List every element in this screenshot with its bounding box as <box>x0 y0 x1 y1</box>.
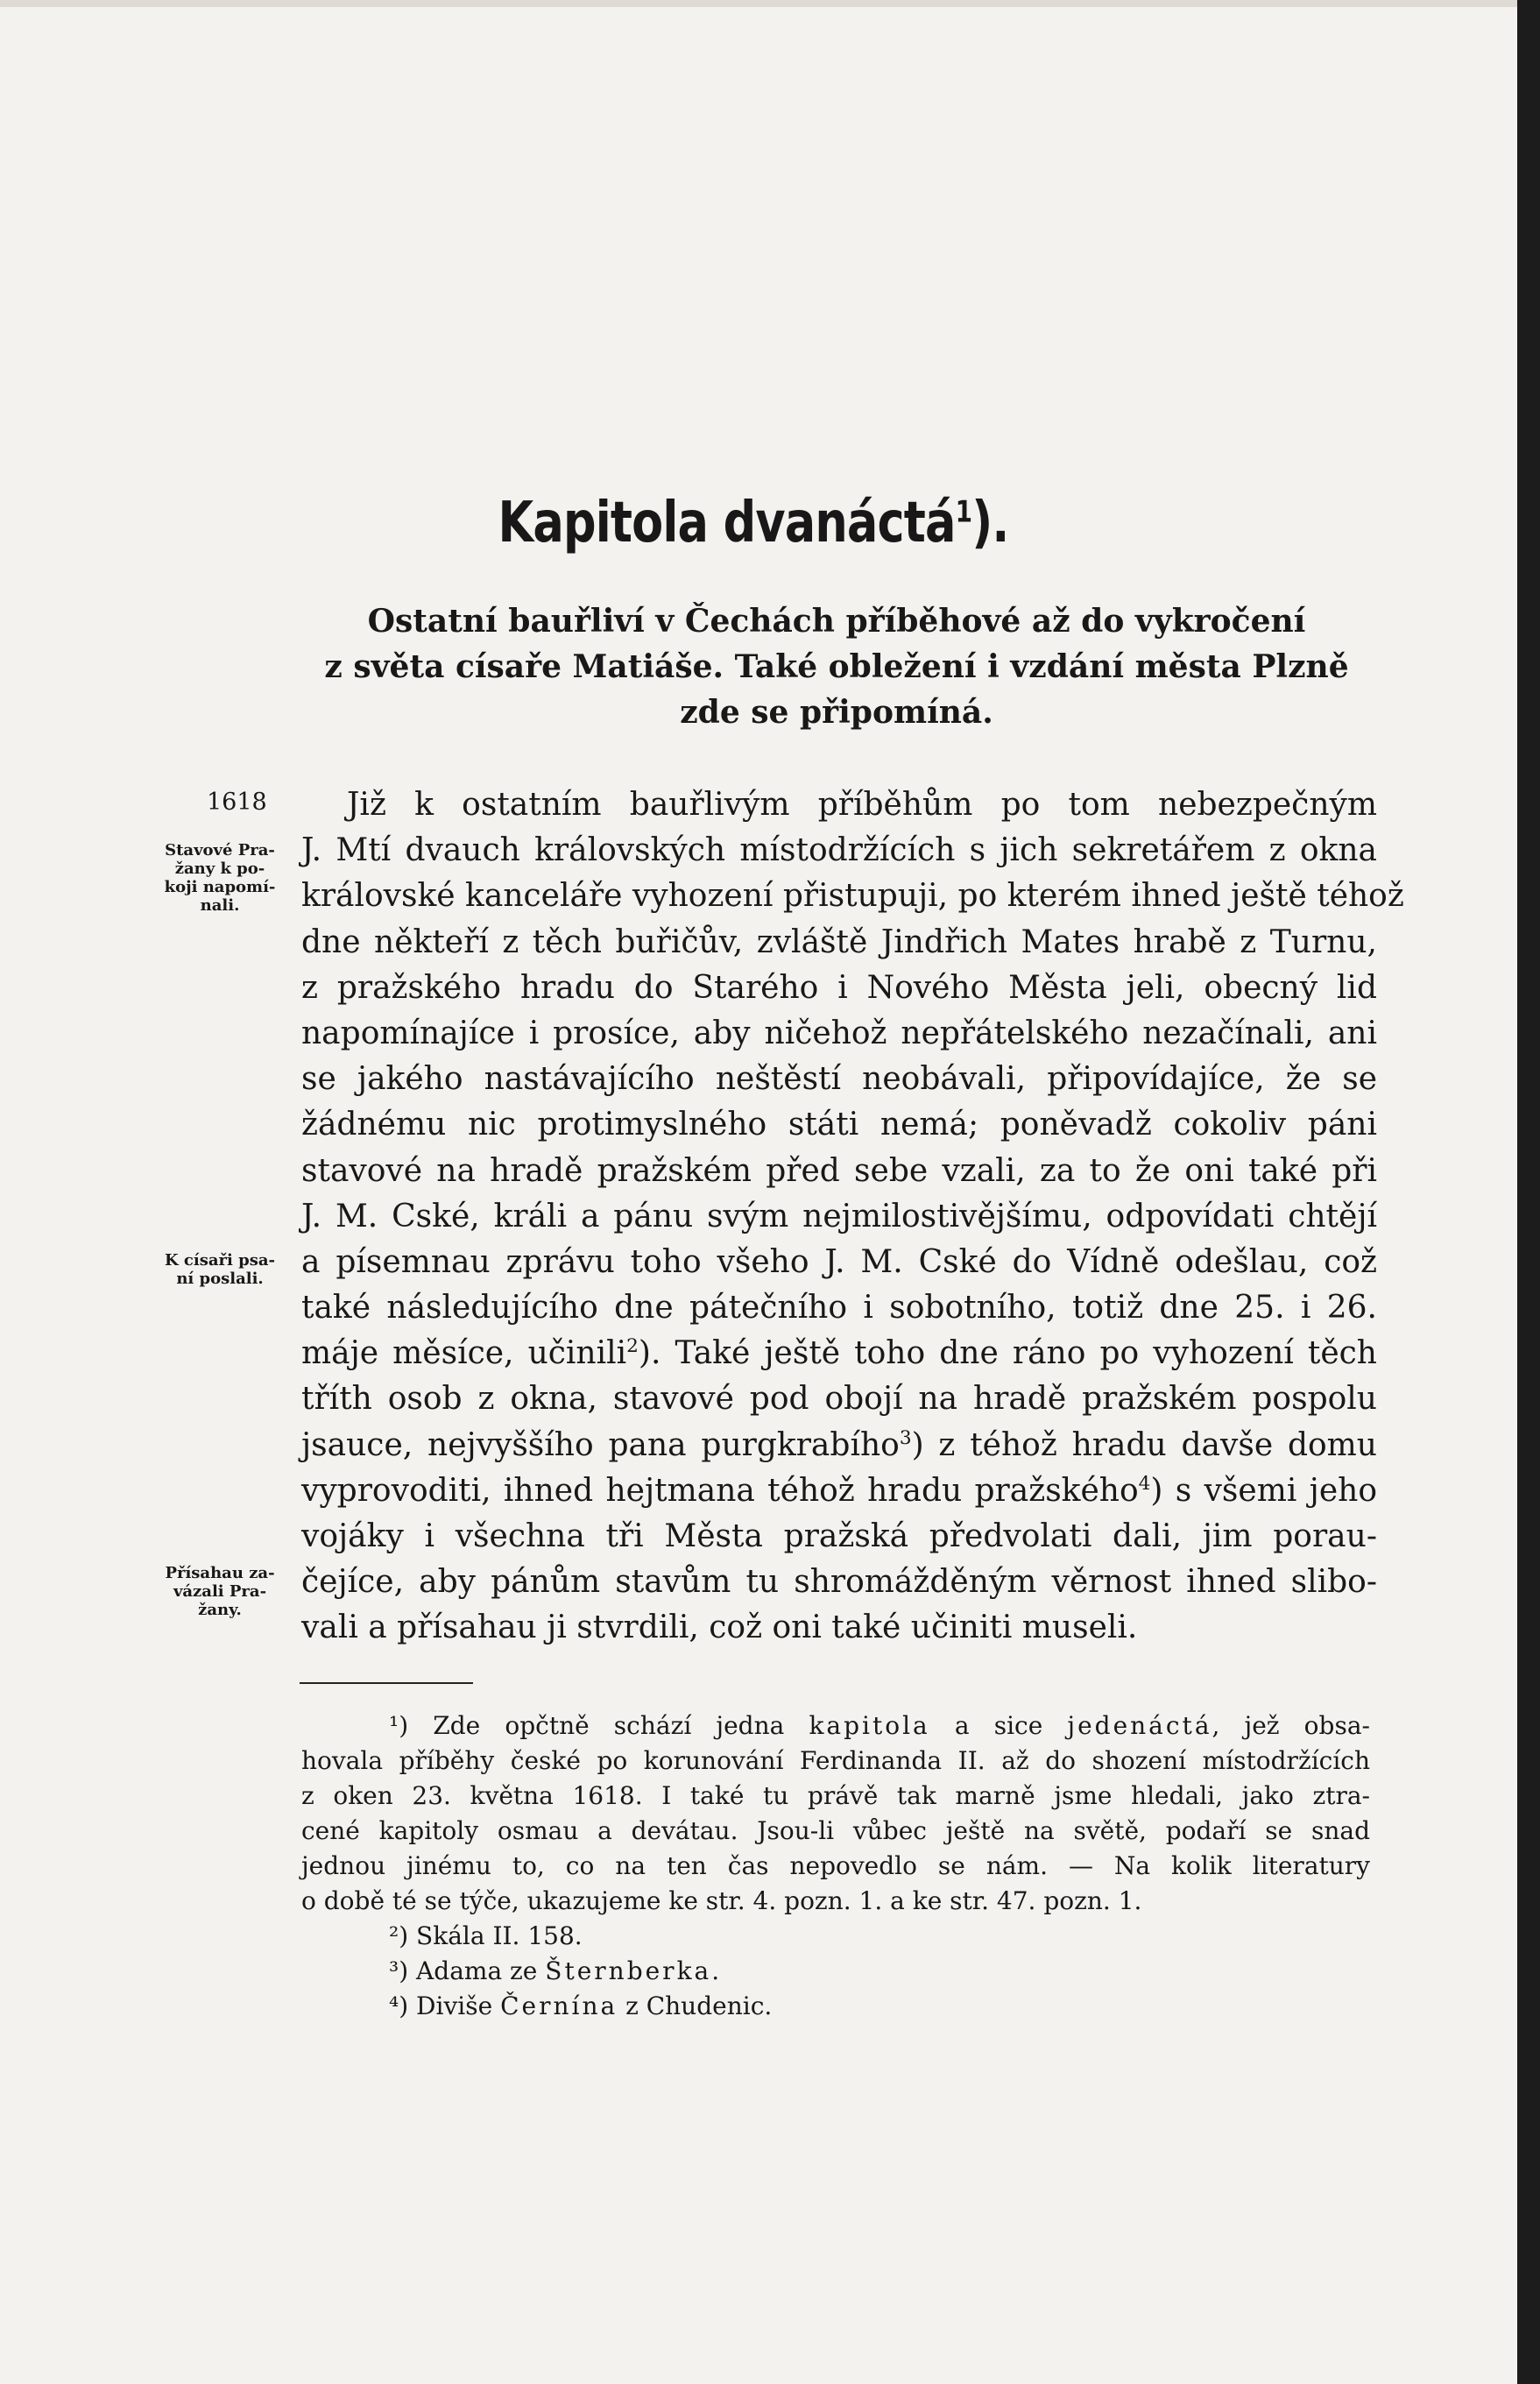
body-line: vojáky i všechna tři Města pražská předvolati dali, jim porau- <box>301 1518 1377 1554</box>
footnote-emphasis: Černína <box>500 1991 618 2020</box>
footnote-text: ⁴) Diviše <box>389 1991 501 2020</box>
body-line: také následujícího dne pátečního i sobotního, totiž dne 25. i 26. <box>301 1290 1377 1326</box>
footnote-divider <box>300 1682 473 1684</box>
footnote-text: . <box>711 1956 720 1985</box>
footnote-2: ²) Skála II. 158. <box>389 1921 583 1950</box>
body-line: J. M. Cské, králi a pánu svým nejmilostivějšímu, odpovídati chtějí <box>301 1198 1377 1234</box>
chapter-title-note-ref: 1 <box>955 494 972 530</box>
margin-note-oath <box>154 1564 286 1619</box>
body-line: a písemnau zprávu toho všeho J. M. Cské do Vídně odešlau, což <box>301 1243 1377 1280</box>
body-line <box>301 1331 1377 1376</box>
body-line: čejíce, aby pánům stavům tu shromážděným věrnost ihned slibo- <box>301 1564 1377 1601</box>
footnote-1-line: o době té se týče, ukazujeme ke str. 4. pozn. 1. a ke str. 47. pozn. 1. <box>301 1886 1142 1915</box>
footnote-text: , jež obsa- <box>1212 1711 1370 1740</box>
body-line: napomínajíce i prosíce, aby ničehož nepřátelského nezačínali, ani <box>301 1015 1377 1051</box>
footnote-3 <box>301 1954 1370 1989</box>
body-line: královské kanceláře vyhození přistupuji, po kterém ihned ještě téhož <box>301 878 1404 915</box>
body-line: Již k ostatním bauřlivým příběhům po tom nebezpečným <box>347 787 1377 823</box>
chapter-summary <box>298 598 1375 735</box>
margin-year: 1618 <box>207 789 267 816</box>
footnote-emphasis: Šternberka <box>545 1956 712 1985</box>
footnote-emphasis: kapitola <box>809 1711 930 1740</box>
footnote-1-line: z oken 23. května 1618. I také tu právě tak marně jsme hledali, jako ztra- <box>301 1781 1370 1810</box>
margin-note-line: žany. <box>198 1601 242 1619</box>
body-line <box>301 1468 1377 1514</box>
body-line: se jakého nastávajícího neštěstí neobávali, připovídajíce, že se <box>301 1061 1377 1098</box>
body-line-part: ) s všemi jeho <box>1150 1472 1377 1509</box>
chapter-title-closing: ). <box>971 491 1009 555</box>
margin-note-line: žany k po- <box>174 860 265 878</box>
summary-line: zde se připomíná. <box>680 694 993 731</box>
body-line-part: ) z téhož hradu davše domu <box>911 1426 1377 1463</box>
footnote-text: ¹) Zde opčtně schází jedna <box>389 1711 809 1740</box>
summary-line: Ostatní bauřliví v Čechách příběhové až do vykročení <box>367 603 1306 640</box>
footnotes <box>301 1708 1370 2024</box>
footnote-text: z Chudenic. <box>618 1991 773 2020</box>
body-line: dne někteří z těch buřičův, zvláště Jindřich Mates hrabě z Turnu, <box>301 923 1377 960</box>
footnote-text: ³) Adama ze <box>389 1956 546 1985</box>
summary-line: z světa císaře Matiáše. Také obležení i vzdání města Plzně <box>324 648 1349 685</box>
body-line-part: jsauce, nejvyššího pana purgkrabího <box>301 1426 900 1463</box>
margin-note-line: koji napomí- <box>164 878 276 896</box>
footnote-ref: 3 <box>899 1426 912 1449</box>
body-line-part: ). Také ještě toho dne ráno po vyhození těch <box>638 1335 1377 1372</box>
body-line: žádnému nic protimyslného státi nemá; poněvadž cokoliv páni <box>301 1107 1377 1143</box>
footnote-emphasis: jedenáctá <box>1067 1711 1212 1740</box>
chapter-title-text: Kapitola dvanáctá <box>498 491 956 555</box>
scan-right-edge <box>1517 0 1540 2384</box>
margin-note-line: nali. <box>200 896 240 915</box>
margin-note-line: Přísahau za- <box>165 1564 275 1582</box>
margin-note-line: Stavové Pra- <box>165 841 275 860</box>
body-line: z pražského hradu do Starého i Nového Města jeli, obecný lid <box>301 969 1377 1006</box>
margin-note-line: K císaři psa- <box>165 1251 275 1270</box>
margin-note-line: vázali Pra- <box>173 1582 267 1601</box>
margin-note-letter <box>154 1251 286 1288</box>
body-text <box>301 782 1404 1652</box>
margin-note-calming <box>154 841 286 915</box>
footnote-1-line: jednou jinému to, co na ten čas nepovedlo se nám. — Na kolik literatury <box>301 1851 1370 1880</box>
body-line: vali a přísahau ji stvrdili, což oni také učiniti museli. <box>301 1609 1138 1646</box>
footnote-ref: 4 <box>1138 1472 1151 1495</box>
footnote-1-line <box>301 1708 1370 1744</box>
footnote-1-line: hovala příběhy české po korunování Ferdinanda II. až do shození místodržících <box>301 1746 1370 1775</box>
body-line: J. Mtí dvauch královských místodržících s jich sekretářem z okna <box>301 832 1377 869</box>
footnote-1-line: cené kapitoly osmau a devátau. Jsou-li vůbec ještě na světě, podaří se snad <box>301 1816 1370 1845</box>
footnote-text: a sice <box>929 1711 1068 1740</box>
body-line-part: vyprovoditi, ihned hejtmana téhož hradu pražského <box>301 1472 1139 1509</box>
body-line-part: máje měsíce, učinili <box>301 1335 627 1372</box>
body-line: tříth osob z okna, stavové pod obojí na hradě pražském pospolu <box>301 1381 1377 1418</box>
footnote-ref: 2 <box>626 1335 639 1358</box>
body-line: stavové na hradě pražském před sebe vzali, za to že oni také při <box>301 1152 1377 1189</box>
footnote-4 <box>301 1989 1370 2024</box>
body-line <box>301 1423 1377 1468</box>
chapter-title <box>136 491 1371 555</box>
margin-note-line: ní poslali. <box>176 1270 264 1288</box>
